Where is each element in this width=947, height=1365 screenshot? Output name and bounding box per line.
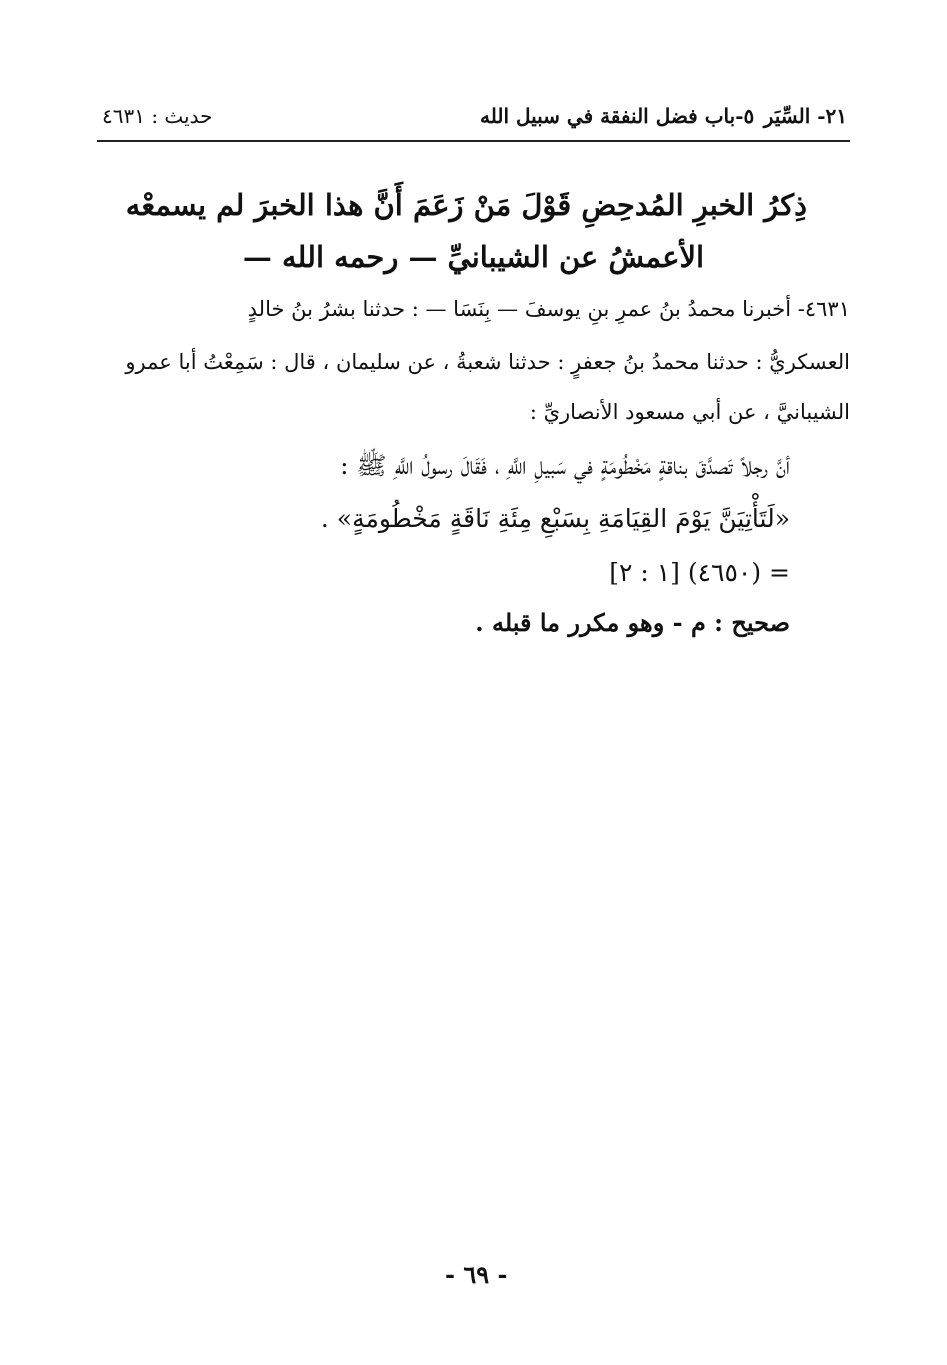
hadith-grade: صحيح : م - وهو مكرر ما قبله . [475, 608, 790, 637]
page-number: - ٦٩ - [445, 1260, 508, 1289]
isnad-line-1: ٤٦٣١- أخبرنا محمدُ بنُ عمرِ بنِ يوسفَ — بِنَسَا — : حدثنا بشرُ بنُ خالدٍ [247, 297, 850, 321]
isnad-line-2: العسكريُّ : حدثنا محمدُ بنُ جعفرٍ : حدثنا شعبةُ ، عن سليمان ، قال : سَمِعْتُ أبا عمرو [125, 350, 850, 374]
cross-reference: = (٤٦٥٠) [١ : ٢] [609, 558, 790, 587]
isnad-line-3: الشيبانيَّ ، عن أبي مسعود الأنصاريِّ : [529, 400, 850, 424]
section-title: ٥-باب فضل النفقة في سبيل الله [480, 104, 755, 128]
hadith-reference: حديث : ٤٦٣١ [102, 104, 213, 128]
chapter-title: ٢١- السِّيَر [763, 104, 847, 128]
matn-line-1: أنَّ رجلاً تَصدَّقَ بناقةٍ مَخْطُومَةٍ في سَبيلِ اللَّهِ ، فَقَالَ رسولُ اللَّهِ ﷺ : [340, 451, 790, 480]
header-rule [97, 140, 850, 142]
heading-line-1: ذِكرُ الخبرِ المُدحِضِ قَوْلَ مَنْ زَعَمَ أَنَّ هذا الخبرَ لم يسمعْه [125, 188, 807, 222]
heading-line-2: الأعمشُ عن الشيبانيِّ — رحمه الله — [242, 240, 705, 274]
matn-line-2: «لَتَأْتِيَنَّ يَوْمَ القِيَامَةِ بِسَبْعِ مِئَةِ نَاقَةٍ مَخْطُومَةٍ» . [320, 504, 790, 533]
